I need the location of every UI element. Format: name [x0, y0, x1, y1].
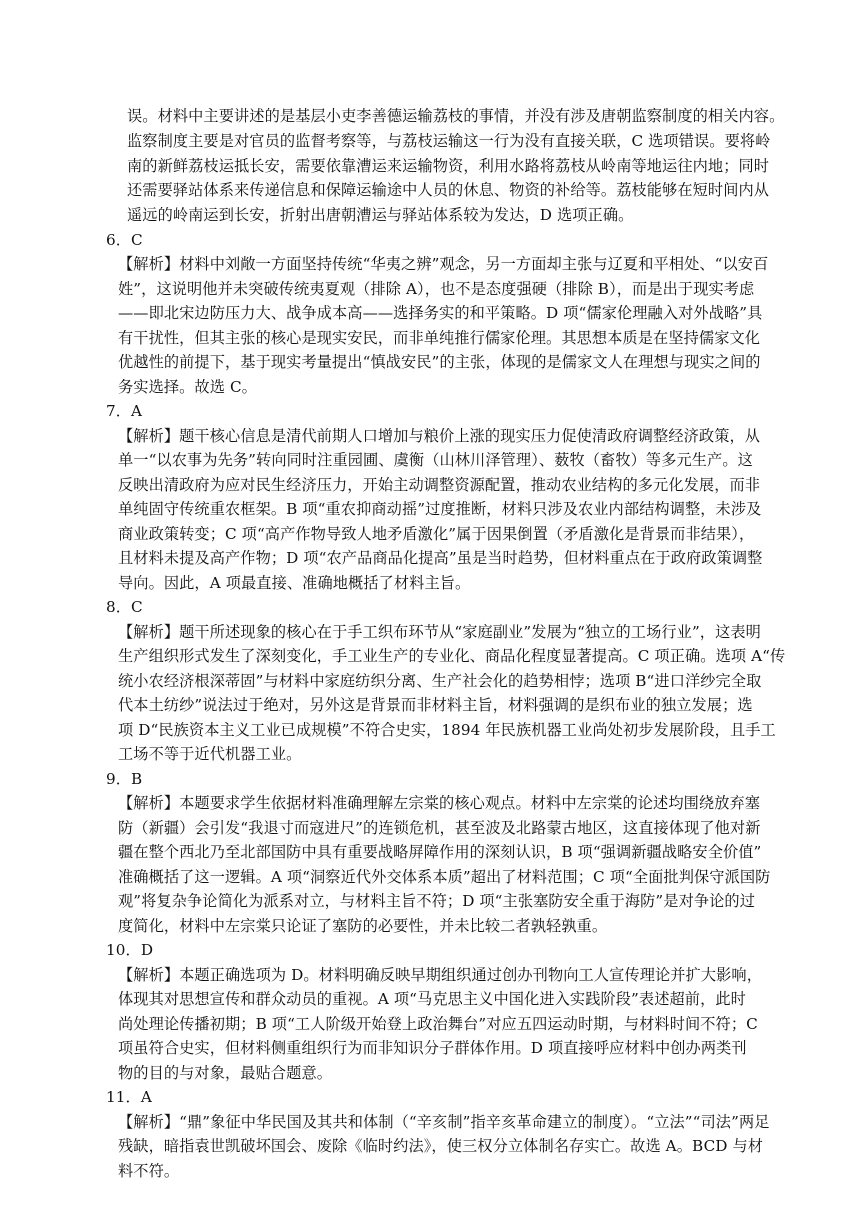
answer-number: 10．D: [106, 941, 154, 959]
answer-number: 8．C: [106, 598, 143, 616]
text-line: 监察制度主要是对官员的监督考察等，与荔枝运输这一行为没有直接关联，C 选项错误。要将岭: [127, 132, 771, 150]
analysis-line: 观”将复杂争论简化为派系对立，与材料主旨不符；D 项“主张塞防安全重于海防”是对争论的过: [118, 892, 756, 910]
analysis-line: 单一“以农事为先务”转向同时注重园圃、虞衡（山林川泽管理）、薮牧（畜牧）等多元生产。这: [118, 451, 753, 469]
analysis-line: 优越性的前提下，基于现实考量提出“慎战安民”的主张，体现的是儒家文人在理想与现实之间的: [118, 353, 761, 371]
analysis-line: 反映出清政府为应对民生经济压力，开始主动调整资源配置，推动农业结构的多元化发展，而非: [118, 476, 761, 494]
text-line: 遥远的岭南运到长安，折射出唐朝漕运与驿站体系较为发达，D 选项正确。: [127, 206, 634, 224]
analysis-line: 务实选择。故选 C。: [118, 378, 257, 396]
analysis-line: 导向。因此，A 项最直接、准确地概括了材料主旨。: [118, 574, 471, 592]
analysis-line: 防（新疆）会引发“我退寸而寇进尺”的连锁危机，甚至波及北路蒙古地区，这直接体现了他对新: [118, 819, 761, 837]
text-line: 南的新鲜荔枝运抵长安，需要依靠漕运来运输物资，利用水路将荔枝从岭南等地运往内地；同时: [127, 157, 770, 175]
analysis-line: 统小农经济根深蒂固”与材料中家庭纺织分离、生产社会化的趋势相悖；选项 B“进口洋纱完全取: [118, 672, 762, 690]
analysis-line: 且材料未提及高产作物；D 项“农产品商品化提高”虽是当时趋势，但材料重点在于政府政策调整: [118, 549, 763, 567]
answer-number: 11．A: [106, 1088, 152, 1106]
analysis-line: 度简化，材料中左宗棠只论证了塞防的必要性，并未比较二者孰轻孰重。: [118, 917, 608, 935]
analysis-line: 【解析】题干核心信息是清代前期人口增加与粮价上涨的现实压力促使清政府调整经济政策，从: [118, 427, 761, 445]
analysis-line: 尚处理论传播初期；B 项“工人阶级开始登上政治舞台”对应五四运动时期，与材料时间不符；C: [118, 1015, 758, 1033]
analysis-line: 【解析】题干所述现象的核心在于手工织布环节从“家庭副业”发展为“独立的工场行业”，这表明: [118, 623, 761, 641]
analysis-line: 项 D“民族资本主义工业已成规模”不符合史实，1894 年民族机器工业尚处初步发展阶段，且手工: [118, 721, 776, 739]
analysis-line: 代本土纺纱”说法过于绝对，另外这是背景而非材料主旨，材料强调的是织布业的独立发展；选: [118, 696, 753, 714]
analysis-line: 工场不等于近代机器工业。: [118, 745, 302, 763]
text-line: 还需要驿站体系来传递信息和保障运输途中人员的休息、物资的补给等。荔枝能够在短时间内从: [127, 181, 770, 199]
analysis-line: 疆在整个西北乃至北部国防中具有重要战略屏障作用的深刻认识，B 项“强调新疆战略安全价值”: [118, 843, 762, 861]
analysis-line: 项虽符合史实，但材料侧重组织行为而非知识分子群体作用。D 项直接呼应材料中创办两类刊: [118, 1039, 747, 1057]
analysis-line: ——即北宋边防压力大、战争成本高——选择务实的和平策略。D 项“儒家伦理融入对外战略”具: [118, 304, 763, 322]
text-line: 误。材料中主要讲述的是基层小吏李善德运输荔枝的事情，并没有涉及唐朝监察制度的相关内容。: [127, 107, 785, 125]
answer-number: 6．C: [106, 231, 143, 249]
analysis-line: 料不符。: [118, 1162, 180, 1180]
analysis-line: 生产组织形式发生了深刻变化，手工业生产的专业化、商品化程度显著提高。C 项正确。选项 A“传: [118, 647, 786, 665]
analysis-line: 准确概括了这一逻辑。A 项“洞察近代外交体系本质”超出了材料范围；C 项“全面批判保守派国防: [118, 868, 771, 886]
analysis-line: 姓”，这说明他并未突破传统夷夏观（排除 A），也不是态度强硬（排除 B），而是出于现实考虑: [118, 280, 755, 298]
analysis-line: 体现其对思想宣传和群众动员的重视。A 项“马克思主义中国化进入实践阶段”表述超前，此时: [118, 990, 746, 1008]
analysis-line: 商业政策转变；C 项“高产作物导致人地矛盾激化”属于因果倒置（矛盾激化是背景而非结果），: [118, 525, 755, 543]
analysis-line: 有干扰性，但其主张的核心是现实安民，而非单纯推行儒家伦理。其思想本质是在坚持儒家文化: [118, 329, 761, 347]
analysis-line: 物的目的与对象，最贴合题意。: [118, 1064, 333, 1082]
analysis-line: 【解析】本题要求学生依据材料准确理解左宗棠的核心观点。材料中左宗棠的论述均围绕放弃塞: [118, 794, 761, 812]
analysis-line: 【解析】本题正确选项为 D。材料明确反映早期组织通过创办刊物向工人宣传理论并扩大影响，: [118, 966, 762, 984]
analysis-line: 【解析】材料中刘敞一方面坚持传统“华夷之辨”观念，另一方面却主张与辽夏和平相处、“以安百: [118, 255, 769, 273]
analysis-line: 【解析】“鼎”象征中华民国及其共和体制（“辛亥制”指辛亥革命建立的制度）。“立法”“司法”两足: [118, 1113, 770, 1131]
analysis-line: 残缺，暗指袁世凯破坏国会、废除《临时约法》，使三权分立体制名存实亡。故选 A。BCD 与材: [118, 1137, 764, 1155]
analysis-line: 单纯固守传统重农框架。B 项“重农抑商动摇”过度推断，材料只涉及农业内部结构调整，未涉及: [118, 500, 762, 518]
answer-number: 9．B: [106, 770, 143, 788]
answer-number: 7．A: [106, 402, 143, 420]
